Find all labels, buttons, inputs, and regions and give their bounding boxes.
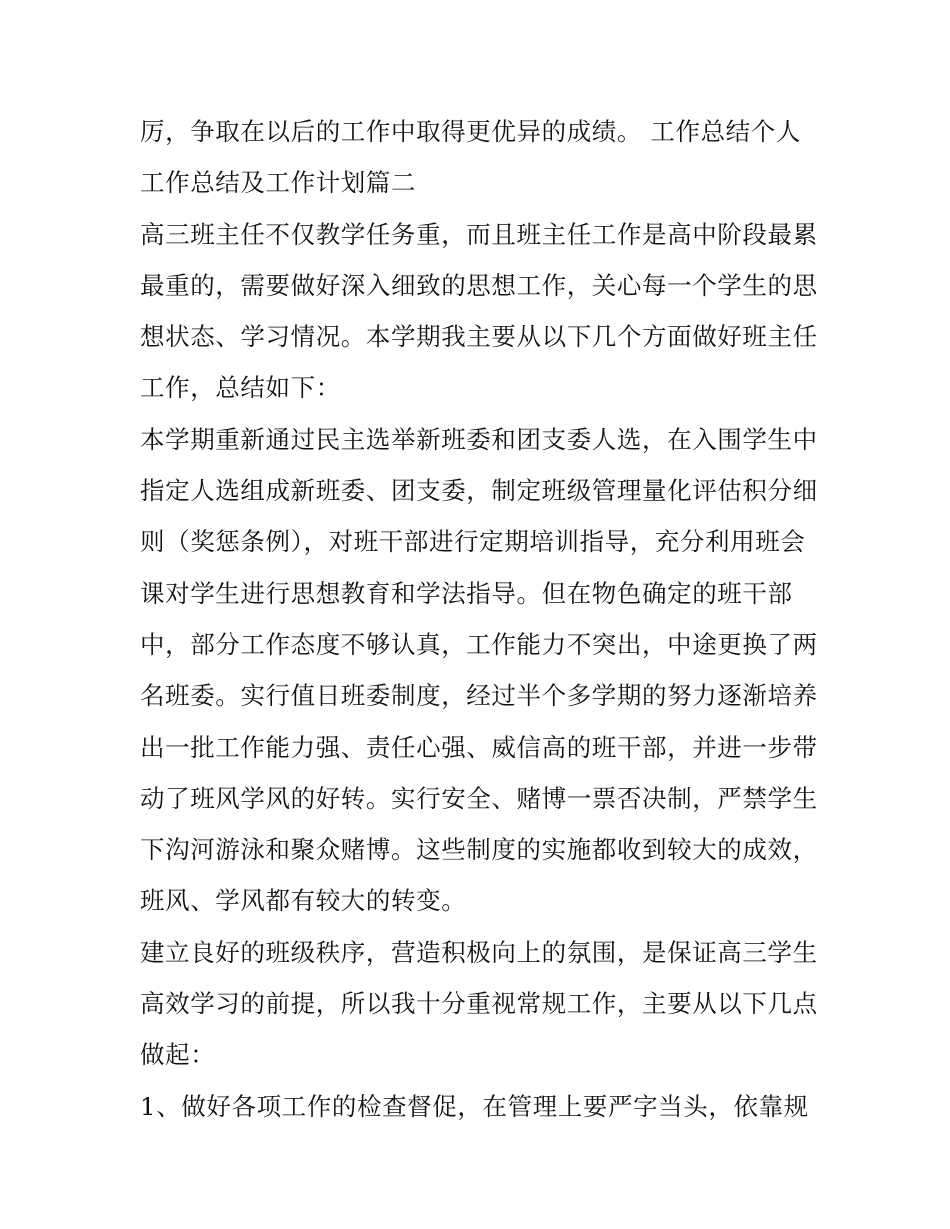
text-line: 高三班主任不仅教学任务重，而且班主任工作是高中阶段最累 bbox=[140, 219, 818, 249]
text-line: 建立良好的班级秩序，营造积极向上的氛围，是保证高三学生 bbox=[140, 937, 818, 967]
text-line: 班风、学风都有较大的转变。 bbox=[140, 886, 467, 916]
body-text bbox=[140, 106, 830, 1132]
text-line: 想状态、学习情况。本学期我主要从以下几个方面做好班主任 bbox=[140, 322, 818, 352]
text-line: 厉，争取在以后的工作中取得更优异的成绩。 工作总结个人 bbox=[140, 117, 801, 146]
text-line: 最重的，需要做好深入细致的思想工作，关心每一个学生的思 bbox=[140, 270, 818, 300]
text-line: 1、做好各项工作的检查督促，在管理上要严字当头，依靠规 bbox=[140, 1091, 809, 1121]
text-line: 则（奖惩条例），对班干部进行定期培训指导，充分利用班会 bbox=[140, 527, 806, 557]
text-line: 工作，总结如下： bbox=[140, 373, 341, 403]
text-line: 动了班风学风的好转。实行安全、赌博一票否决制，严禁学生 bbox=[140, 783, 818, 813]
text-line: 课对学生进行思想教育和学法指导。但在物色确定的班干部 bbox=[140, 578, 793, 608]
text-line: 指定人选组成新班委、团支委，制定班级管理量化评估积分细 bbox=[140, 476, 818, 506]
text-line: 高效学习的前提，所以我十分重视常规工作，主要从以下几点 bbox=[140, 989, 818, 1019]
text-line: 中，部分工作态度不够认真，工作能力不突出，中途更换了两 bbox=[140, 629, 818, 659]
text-line: 名班委。实行值日班委制度，经过半个多学期的努力逐渐培养 bbox=[140, 681, 818, 711]
text-line: 工作总结及工作计划篇二 bbox=[140, 168, 417, 198]
text-line: 下沟河游泳和聚众赌博。这些制度的实施都收到较大的成效， bbox=[140, 835, 818, 865]
text-line: 本学期重新通过民主选举新班委和团支委人选，在入围学生中 bbox=[140, 424, 818, 454]
text-line: 做起： bbox=[140, 1040, 216, 1070]
text-line: 出一批工作能力强、责任心强、威信高的班干部，并进一步带 bbox=[140, 732, 818, 762]
